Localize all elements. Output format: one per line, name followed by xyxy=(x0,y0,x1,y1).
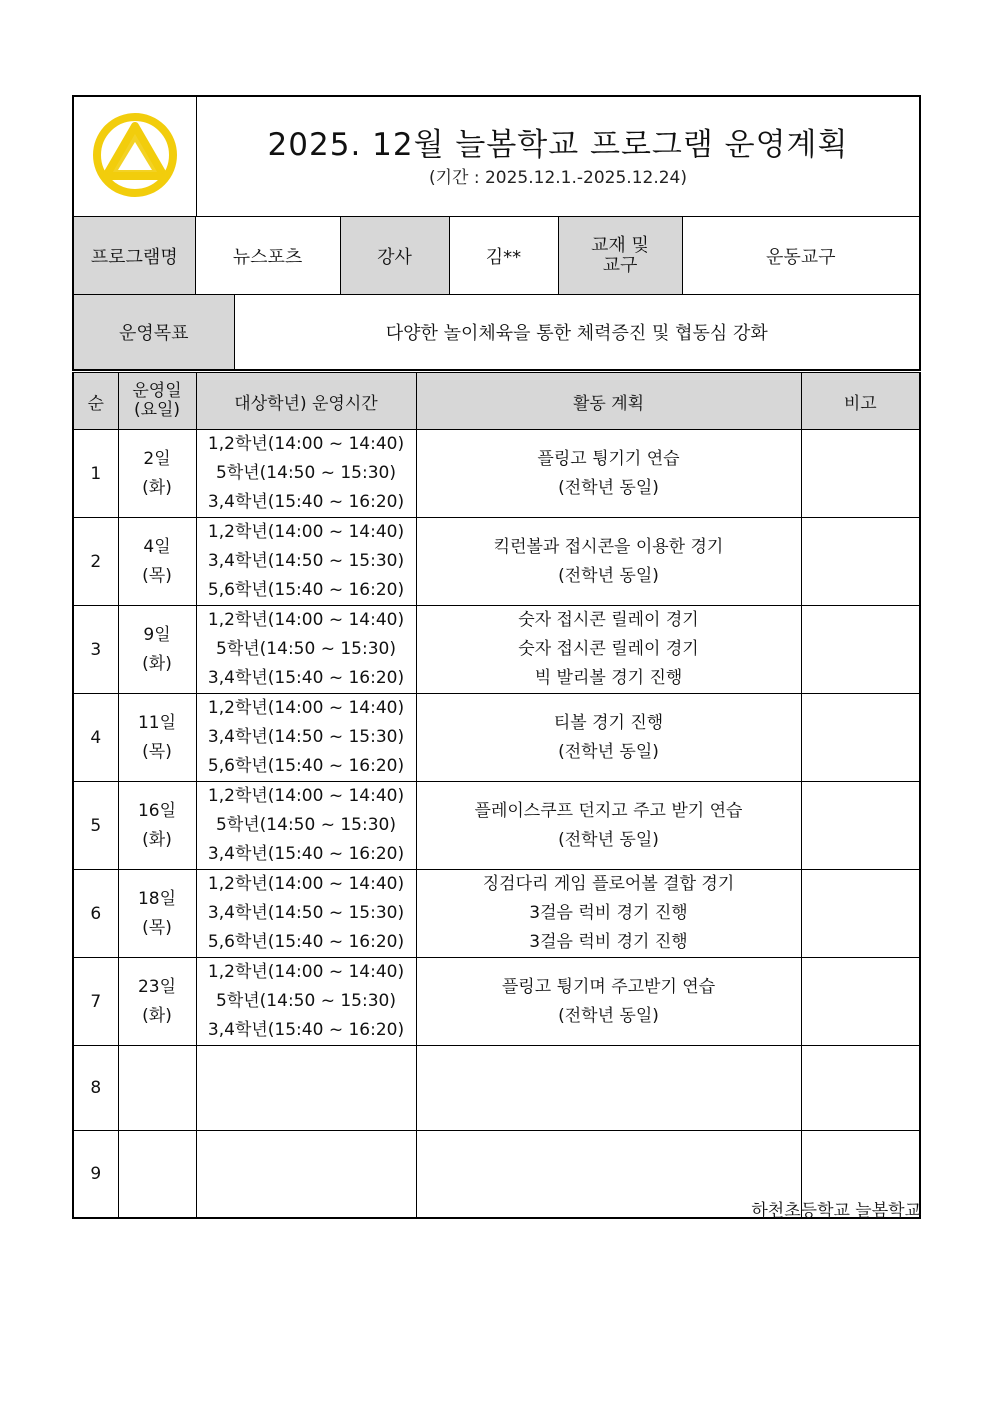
time-slot: 1,2학년(14:00 ~ 14:40) xyxy=(207,434,405,454)
plan-line: 숫자 접시콘 릴레이 경기 xyxy=(518,610,699,630)
plan-line: 플링고 튕기며 주고받기 연습 xyxy=(501,976,716,997)
time-slot: 1,2학년(14:00 ~ 14:40) xyxy=(207,610,405,630)
row-note xyxy=(801,782,920,870)
table-row xyxy=(73,430,920,518)
weekday-text: (목) xyxy=(142,565,172,586)
time-slot: 5학년(14:50 ~ 15:30) xyxy=(216,815,396,835)
materials-value: 운동교구 xyxy=(682,217,920,295)
time-slot: 5,6학년(15:40 ~ 16:20) xyxy=(207,756,405,776)
row-number: 9 xyxy=(73,1131,118,1219)
plan-line: 징검다리 게임 플로어볼 결합 경기 xyxy=(482,874,735,894)
row-plan xyxy=(416,694,801,782)
row-date xyxy=(118,518,196,606)
row-plan xyxy=(416,1131,801,1219)
row-note xyxy=(801,518,920,606)
schedule-table xyxy=(72,370,921,1219)
plan-line: 숫자 접시콘 릴레이 경기 xyxy=(518,639,699,659)
weekday-text: (화) xyxy=(142,1005,172,1026)
time-slot: 3,4학년(14:50 ~ 15:30) xyxy=(207,727,405,747)
table-row xyxy=(73,870,920,958)
goal-label: 운영목표 xyxy=(73,295,234,370)
row-date xyxy=(118,694,196,782)
row-number: 1 xyxy=(73,430,118,518)
period-text: (기간 : 2025.12.1.-2025.12.24) xyxy=(428,167,688,188)
row-date xyxy=(118,1131,196,1219)
row-times xyxy=(196,606,416,694)
time-slot: 3,4학년(15:40 ~ 16:20) xyxy=(207,492,405,512)
row-note xyxy=(801,606,920,694)
row-note xyxy=(801,870,920,958)
row-date xyxy=(118,606,196,694)
footer-school-name: 하천초등학교 늘봄학교 xyxy=(751,1201,921,1221)
header-no: 순 xyxy=(73,372,118,430)
time-slot: 3,4학년(15:40 ~ 16:20) xyxy=(207,844,405,864)
time-slot: 5학년(14:50 ~ 15:30) xyxy=(216,991,396,1011)
weekday-text: (목) xyxy=(142,741,172,762)
weekday-text: (목) xyxy=(142,917,172,938)
time-slot: 1,2학년(14:00 ~ 14:40) xyxy=(207,786,405,806)
date-text: 16일 xyxy=(137,800,177,821)
time-slot: 5,6학년(15:40 ~ 16:20) xyxy=(207,932,405,952)
row-number: 6 xyxy=(73,870,118,958)
date-text: 2일 xyxy=(143,448,171,469)
time-slot: 3,4학년(14:50 ~ 15:30) xyxy=(207,551,405,571)
time-slot: 3,4학년(15:40 ~ 16:20) xyxy=(207,668,405,688)
date-text: 11일 xyxy=(137,712,177,733)
table-row xyxy=(73,958,920,1046)
row-date xyxy=(118,430,196,518)
row-plan xyxy=(416,430,801,518)
schedule-body xyxy=(73,430,920,1219)
row-times xyxy=(196,782,416,870)
time-slot: 3,4학년(14:50 ~ 15:30) xyxy=(207,903,405,923)
time-slot: 5학년(14:50 ~ 15:30) xyxy=(216,639,396,659)
document xyxy=(72,95,921,1219)
date-text: 9일 xyxy=(143,624,171,645)
plan-line: 플레이스쿠프 던지고 주고 받기 연습 xyxy=(474,800,743,821)
header-date: 운영일 (요일) xyxy=(118,372,196,430)
row-number: 2 xyxy=(73,518,118,606)
plan-line: 빅 발리볼 경기 진행 xyxy=(534,668,683,688)
row-times xyxy=(196,1046,416,1131)
row-times xyxy=(196,518,416,606)
date-text: 4일 xyxy=(143,536,171,557)
program-label: 프로그램명 xyxy=(73,217,195,295)
header-note: 비고 xyxy=(801,372,920,430)
header-time: 대상학년) 운영시간 xyxy=(196,372,416,430)
row-times xyxy=(196,870,416,958)
row-number: 7 xyxy=(73,958,118,1046)
goal-row xyxy=(72,295,921,370)
plan-line: 킥런볼과 접시콘을 이용한 경기 xyxy=(493,536,724,557)
row-number: 3 xyxy=(73,606,118,694)
table-row xyxy=(73,1046,920,1131)
schedule-header-row xyxy=(73,372,920,430)
plan-line: (전학년 동일) xyxy=(558,565,659,586)
teacher-value: 김** xyxy=(449,217,558,295)
time-slot: 1,2학년(14:00 ~ 14:40) xyxy=(207,522,405,542)
row-date xyxy=(118,1046,196,1131)
table-row xyxy=(73,606,920,694)
plan-line: (전학년 동일) xyxy=(558,829,659,850)
date-text: 23일 xyxy=(137,976,177,997)
time-slot: 3,4학년(15:40 ~ 16:20) xyxy=(207,1020,405,1040)
row-times xyxy=(196,430,416,518)
table-row xyxy=(73,694,920,782)
row-plan xyxy=(416,782,801,870)
row-number: 8 xyxy=(73,1046,118,1131)
row-plan xyxy=(416,870,801,958)
time-slot: 1,2학년(14:00 ~ 14:40) xyxy=(207,962,405,982)
plan-line: (전학년 동일) xyxy=(558,477,659,498)
table-row xyxy=(73,518,920,606)
row-times xyxy=(196,958,416,1046)
row-number: 4 xyxy=(73,694,118,782)
weekday-text: (화) xyxy=(142,477,172,498)
plan-line: (전학년 동일) xyxy=(558,741,659,762)
row-note xyxy=(801,1046,920,1131)
row-plan xyxy=(416,958,801,1046)
teacher-label: 강사 xyxy=(340,217,449,295)
row-times xyxy=(196,694,416,782)
row-plan xyxy=(416,1046,801,1131)
time-slot: 5학년(14:50 ~ 15:30) xyxy=(216,463,396,483)
row-date xyxy=(118,870,196,958)
row-date xyxy=(118,782,196,870)
time-slot: 5,6학년(15:40 ~ 16:20) xyxy=(207,580,405,600)
page-title: 2025. 12월 늘봄학교 프로그램 운영계획 xyxy=(267,126,849,163)
plan-line: 3걸음 럭비 경기 진행 xyxy=(529,932,688,952)
row-plan xyxy=(416,518,801,606)
row-note xyxy=(801,430,920,518)
plan-line: (전학년 동일) xyxy=(558,1005,659,1026)
date-text: 18일 xyxy=(137,888,177,909)
row-times xyxy=(196,1131,416,1219)
row-plan xyxy=(416,606,801,694)
table-row xyxy=(73,782,920,870)
plan-line: 3걸음 럭비 경기 진행 xyxy=(529,903,688,923)
school-emblem-icon xyxy=(92,112,178,198)
time-slot: 1,2학년(14:00 ~ 14:40) xyxy=(207,874,405,894)
program-value: 뉴스포츠 xyxy=(195,217,340,295)
row-note xyxy=(801,958,920,1046)
logo-cell xyxy=(73,96,197,216)
time-slot: 1,2학년(14:00 ~ 14:40) xyxy=(207,698,405,718)
row-date xyxy=(118,958,196,1046)
header-plan: 활동 계획 xyxy=(416,372,801,430)
materials-label: 교재 및 교구 xyxy=(558,217,682,295)
weekday-text: (화) xyxy=(142,653,172,674)
plan-line: 플링고 튕기기 연습 xyxy=(537,448,680,469)
title-cell xyxy=(197,96,921,216)
weekday-text: (화) xyxy=(142,829,172,850)
row-number: 5 xyxy=(73,782,118,870)
title-block xyxy=(72,95,921,216)
row-note xyxy=(801,694,920,782)
program-info xyxy=(72,216,921,295)
plan-line: 티볼 경기 진행 xyxy=(553,712,664,733)
goal-value: 다양한 놀이체육을 통한 체력증진 및 협동심 강화 xyxy=(234,295,920,370)
